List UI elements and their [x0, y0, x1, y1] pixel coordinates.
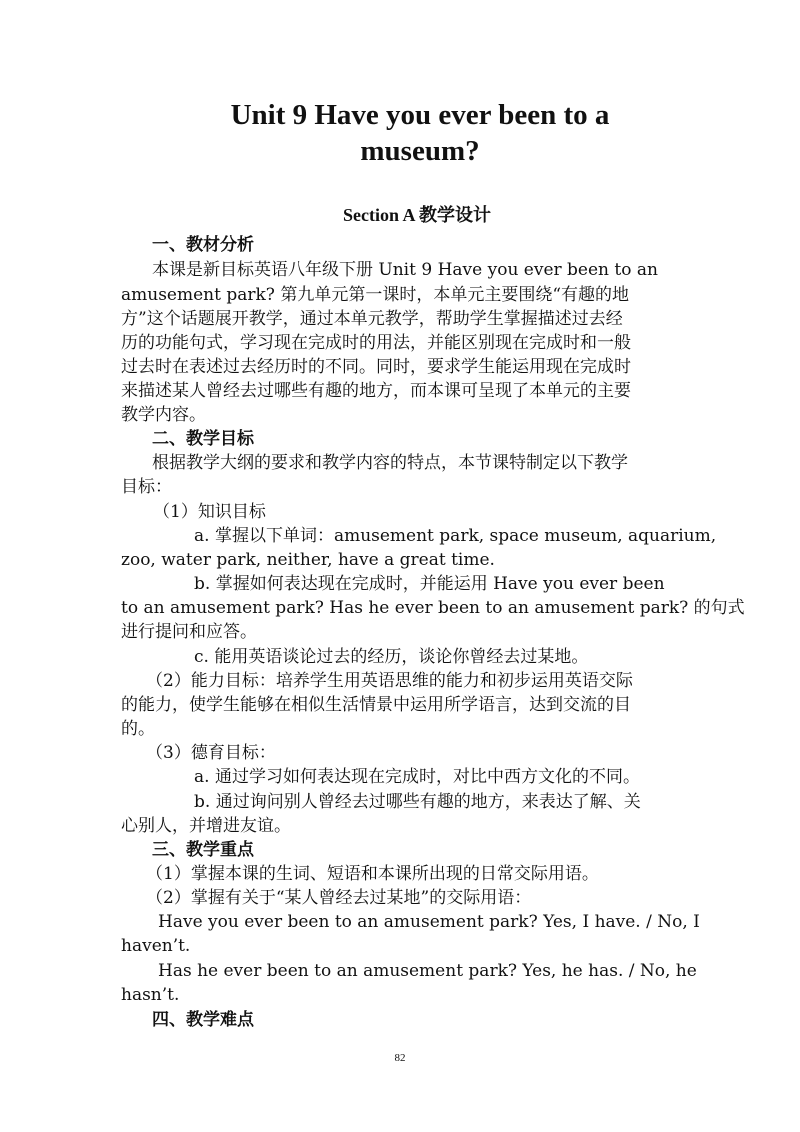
paragraph-line: 来描述某人曾经去过哪些有趣的地方，而本课可呈现了本单元的主要	[121, 381, 631, 401]
heading-teaching-difficulty: 四、教学难点	[152, 1010, 254, 1030]
paragraph-line: 教学内容。	[121, 405, 206, 425]
document-title-line-2: museum?	[360, 135, 480, 167]
paragraph-line: to an amusement park? Has he ever been to an amusement park? 的句式	[121, 598, 745, 618]
paragraph-line: amusement park? 第九单元第一课时，本单元主要围绕“有趣的地	[121, 285, 630, 305]
paragraph-line: 根据教学大纲的要求和教学内容的特点，本节课特制定以下教学	[152, 453, 628, 473]
list-item: b. 掌握如何表达现在完成时，并能运用 Have you ever been	[194, 574, 665, 594]
list-item: a. 掌握以下单词：amusement park, space museum, aquarium,	[194, 526, 717, 546]
heading-teaching-objectives: 二、教学目标	[152, 429, 254, 449]
list-item: b. 通过询问别人曾经去过哪些有趣的地方，来表达了解、关	[194, 792, 641, 812]
paragraph-line: 目标：	[121, 477, 172, 497]
paragraph-line: zoo, water park, neither, have a great time.	[121, 550, 495, 570]
example-sentence: haven’t.	[121, 936, 191, 956]
heading-teaching-focus: 三、教学重点	[152, 840, 254, 860]
paragraph-line: 进行提问和应答。	[121, 622, 257, 642]
paragraph-line: 方”这个话题展开教学，通过本单元教学，帮助学生掌握描述过去经	[121, 309, 623, 329]
section-subtitle: Section A 教学设计	[342, 205, 491, 225]
list-item: （2）掌握有关于“某人曾经去过某地”的交际用语：	[146, 888, 532, 908]
list-item: （1）掌握本课的生词、短语和本课所出现的日常交际用语。	[146, 864, 599, 884]
list-item: c. 能用英语谈论过去的经历，谈论你曾经去过某地。	[194, 647, 589, 667]
paragraph-line: 心别人，并增进友谊。	[121, 816, 291, 836]
subheading-moral-objective: （3）德育目标：	[146, 743, 276, 763]
paragraph-line: 的能力，使学生能够在相似生活情景中运用所学语言，达到交流的目	[121, 695, 631, 715]
example-sentence: hasn’t.	[121, 985, 180, 1005]
subheading-knowledge-objective: （1）知识目标	[153, 502, 266, 522]
subheading-ability-objective: （2）能力目标：培养学生用英语思维的能力和初步运用英语交际	[146, 671, 633, 691]
paragraph-line: 过去时在表述过去经历时的不同。同时，要求学生能运用现在完成时	[121, 357, 631, 377]
paragraph-line: 本课是新目标英语八年级下册 Unit 9 Have you ever been to an	[152, 260, 658, 280]
list-item: a. 通过学习如何表达现在完成时，对比中西方文化的不同。	[194, 767, 640, 787]
paragraph-line: 的。	[121, 719, 155, 739]
page-number: 82	[394, 1052, 406, 1064]
paragraph-line: 历的功能句式，学习现在完成时的用法，并能区别现在完成时和一般	[121, 333, 631, 353]
heading-textbook-analysis: 一、教材分析	[152, 235, 254, 255]
example-sentence: Has he ever been to an amusement park? Yes, he has. / No, he	[158, 961, 697, 981]
document-title-line-1: Unit 9 Have you ever been to a	[230, 99, 610, 131]
example-sentence: Have you ever been to an amusement park? Yes, I have. / No, I	[158, 912, 700, 932]
